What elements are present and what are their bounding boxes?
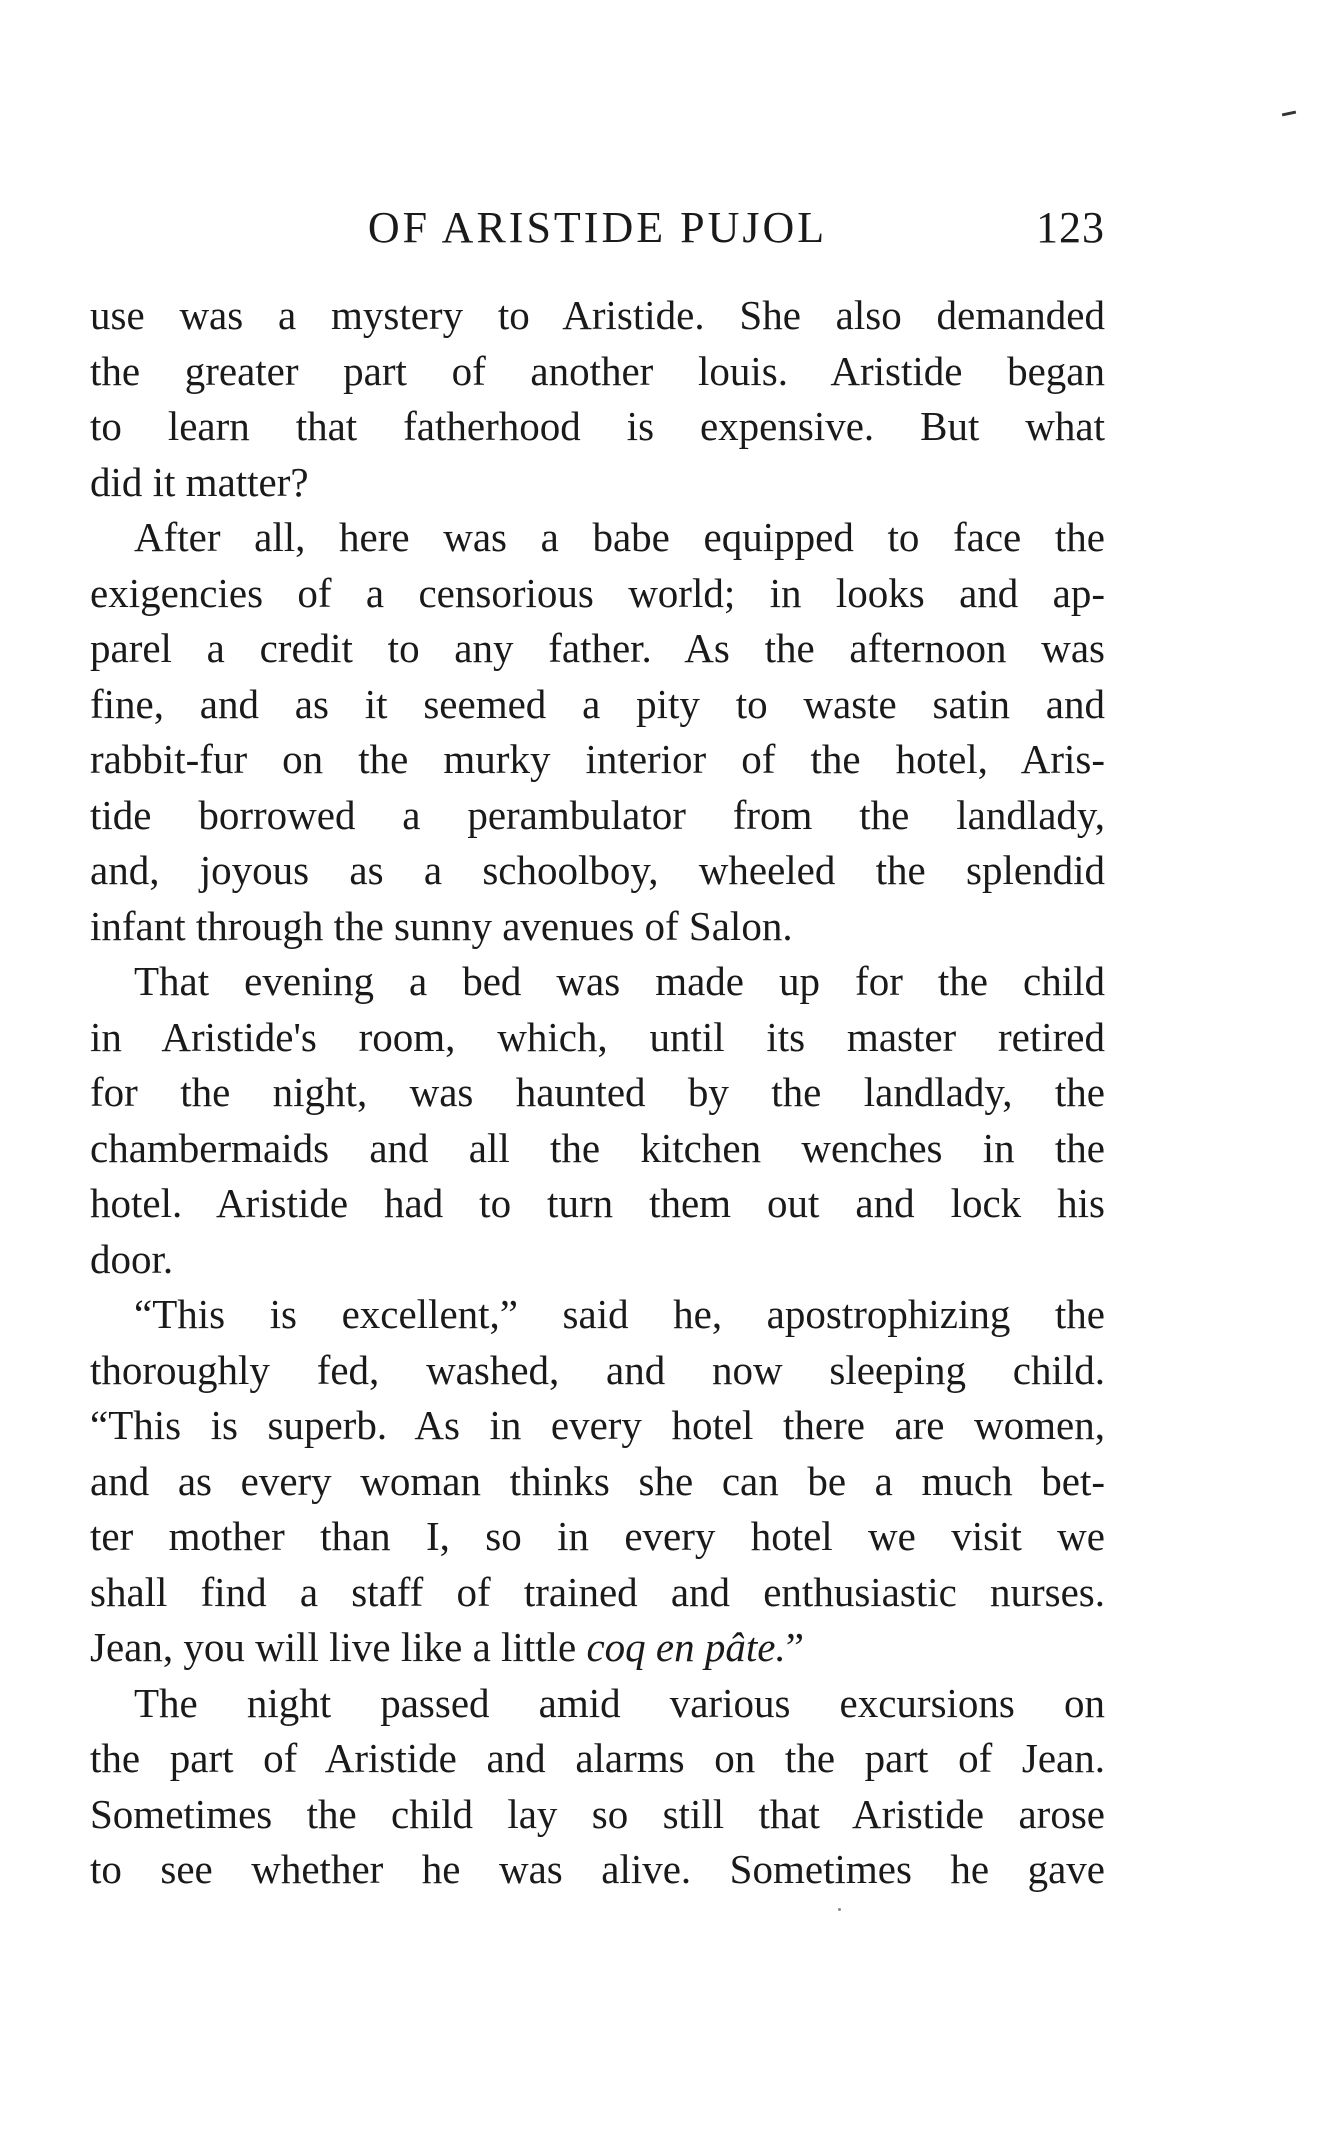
text-line-with-italic xyxy=(90,1620,1105,1676)
closing-quote: ” xyxy=(785,1624,804,1670)
text-line: parel a credit to any father. As the afternoon was xyxy=(90,625,1105,671)
text-line: to see whether he was alive. Sometimes he gave xyxy=(90,1846,1105,1892)
text-line: for the night, was haunted by the landlady, the xyxy=(90,1069,1105,1115)
text-line: the greater part of another louis. Aristide began xyxy=(90,347,1105,394)
text-line: the part of Aristide and alarms on the part of Jean. xyxy=(90,1735,1105,1781)
text-line: That evening a bed was made up for the child xyxy=(134,958,1105,1004)
text-line: hotel. Aristide had to turn them out and lock his xyxy=(90,1180,1105,1226)
text-line: The night passed amid various excursions on xyxy=(134,1679,1105,1726)
page-number: 123 xyxy=(1036,203,1105,252)
text-line: shall find a staff of trained and enthusiastic nurses. xyxy=(90,1568,1105,1615)
text-line: fine, and as it seemed a pity to waste satin and xyxy=(90,680,1105,727)
text-line: ter mother than I, so in every hotel we visit we xyxy=(90,1513,1105,1559)
body-text xyxy=(90,288,1105,1898)
text-line: door. xyxy=(90,1235,174,1282)
page-header xyxy=(90,198,1105,258)
text-line: and as every woman thinks she can be a much bet- xyxy=(90,1457,1105,1504)
text-line: rabbit-fur on the murky interior of the hotel, Aris- xyxy=(90,736,1105,782)
scan-speck xyxy=(1282,111,1296,117)
text-line: After all, here was a babe equipped to face the xyxy=(134,514,1105,560)
text-line: in Aristide's room, which, until its master retired xyxy=(90,1013,1105,1060)
italic-phrase: coq en pâte. xyxy=(586,1624,786,1670)
text-line: thoroughly fed, washed, and now sleeping child. xyxy=(90,1346,1105,1393)
closing-line-text: Jean, you will live like a little xyxy=(90,1624,587,1670)
text-line: did it matter? xyxy=(90,458,309,505)
text-line: tide borrowed a perambulator from the landlady, xyxy=(90,791,1105,838)
text-line: infant through the sunny avenues of Salon. xyxy=(90,902,793,949)
text-line: and, joyous as a schoolboy, wheeled the splendid xyxy=(90,847,1105,893)
text-line: use was a mystery to Aristide. She also demanded xyxy=(90,292,1105,338)
text-line: to learn that fatherhood is expensive. But what xyxy=(90,403,1105,449)
text-line: Sometimes the child lay so still that Aristide arose xyxy=(90,1790,1105,1837)
text-line: chambermaids and all the kitchen wenches in the xyxy=(90,1124,1105,1171)
text-line: “This is superb. As in every hotel there are women, xyxy=(90,1402,1105,1448)
scan-speck xyxy=(838,1908,841,1911)
text-line: exigencies of a censorious world; in looks and ap- xyxy=(90,569,1105,616)
text-line: “This is excellent,” said he, apostrophizing the xyxy=(134,1291,1105,1337)
running-title: OF ARISTIDE PUJOL xyxy=(367,203,828,252)
